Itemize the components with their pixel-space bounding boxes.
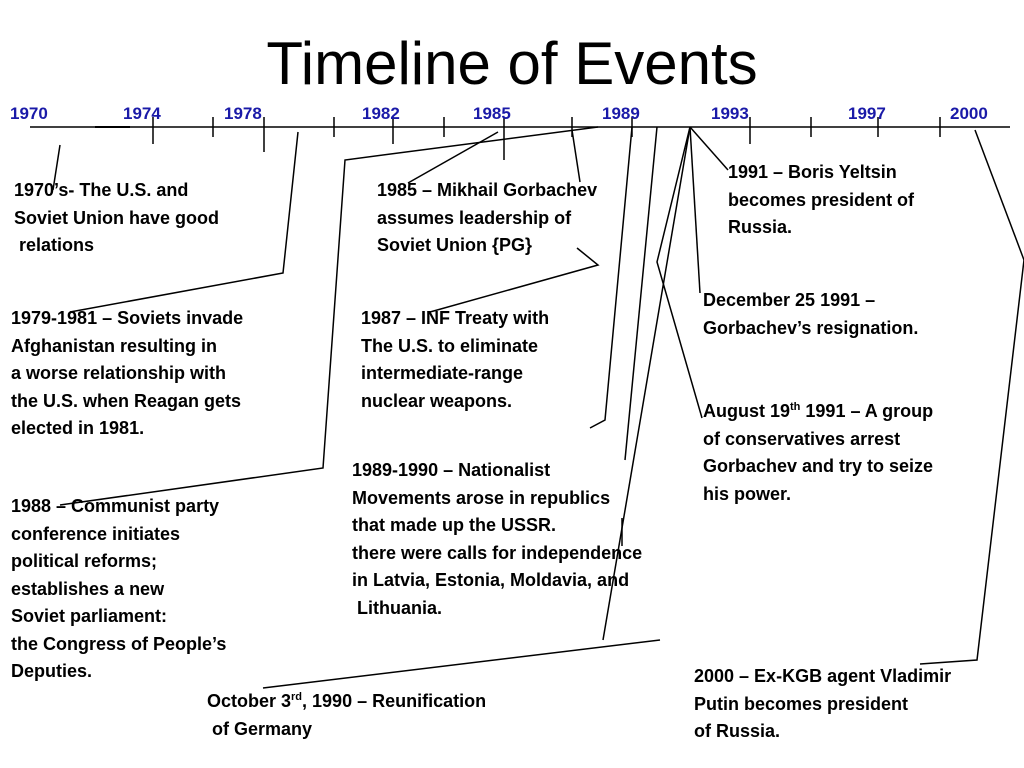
event-1990: October 3rd, 1990 – Reunification of Germany — [207, 691, 487, 739]
event-1970s: 1970’s- The U.S. and Soviet Union have good relations — [14, 180, 220, 255]
event-1979-1981: 1979-1981 – Soviets invade Afghanistan resulting in a worse relationship with the U.S. when Reagan gets elected in 1981. — [11, 308, 244, 438]
event-1985: 1985 – Mikhail Gorbachev assumes leadership of Soviet Union {PG} — [377, 180, 598, 255]
connector-1991dec — [690, 127, 700, 293]
event-1987: 1987 – INF Treaty with The U.S. to eliminate intermediate-range nuclear weapons. — [361, 308, 550, 411]
event-1991-august: August 19th 1991 – A group of conservatives arrest Gorbachev and try to seize his power. — [703, 401, 934, 504]
connector-2000b — [920, 260, 1024, 664]
year-label: 1989 — [602, 104, 640, 123]
event-1991-yeltsin: 1991 – Boris Yeltsin becomes president of Russia. — [728, 162, 915, 237]
event-1991-december: December 25 1991 – Gorbachev’s resignation. — [703, 290, 919, 338]
connector-1990d — [263, 640, 660, 688]
year-label: 1978 — [224, 104, 262, 123]
connector-1990 — [625, 127, 657, 460]
year-label: 1993 — [711, 104, 749, 123]
connector-1991yeltsin — [690, 127, 728, 170]
event-1989-1990: 1989-1990 – Nationalist Movements arose in republics that made up the USSR. there were calls for independence in Latvia, Estonia, Moldavia, and Lithuania. — [352, 460, 643, 618]
year-label: 1997 — [848, 104, 886, 123]
connector-1985b — [572, 130, 580, 182]
connector-1989 — [590, 127, 632, 428]
event-1988: 1988 – Communist party conference initiates political reforms; establishes a new Soviet parliament: the Congress of People’s Deputies. — [11, 496, 227, 681]
connector-2000 — [975, 130, 1024, 260]
year-label: 1974 — [123, 104, 161, 123]
year-label: 1982 — [362, 104, 400, 123]
year-label: 1985 — [473, 104, 511, 123]
connector-1985 — [408, 132, 498, 183]
event-2000: 2000 – Ex-KGB agent Vladimir Putin becomes president of Russia. — [694, 666, 952, 741]
page-title: Timeline of Events — [266, 30, 758, 97]
year-label: 2000 — [950, 104, 988, 123]
year-label: 1970 — [10, 104, 48, 123]
connector-1990c — [657, 127, 702, 418]
